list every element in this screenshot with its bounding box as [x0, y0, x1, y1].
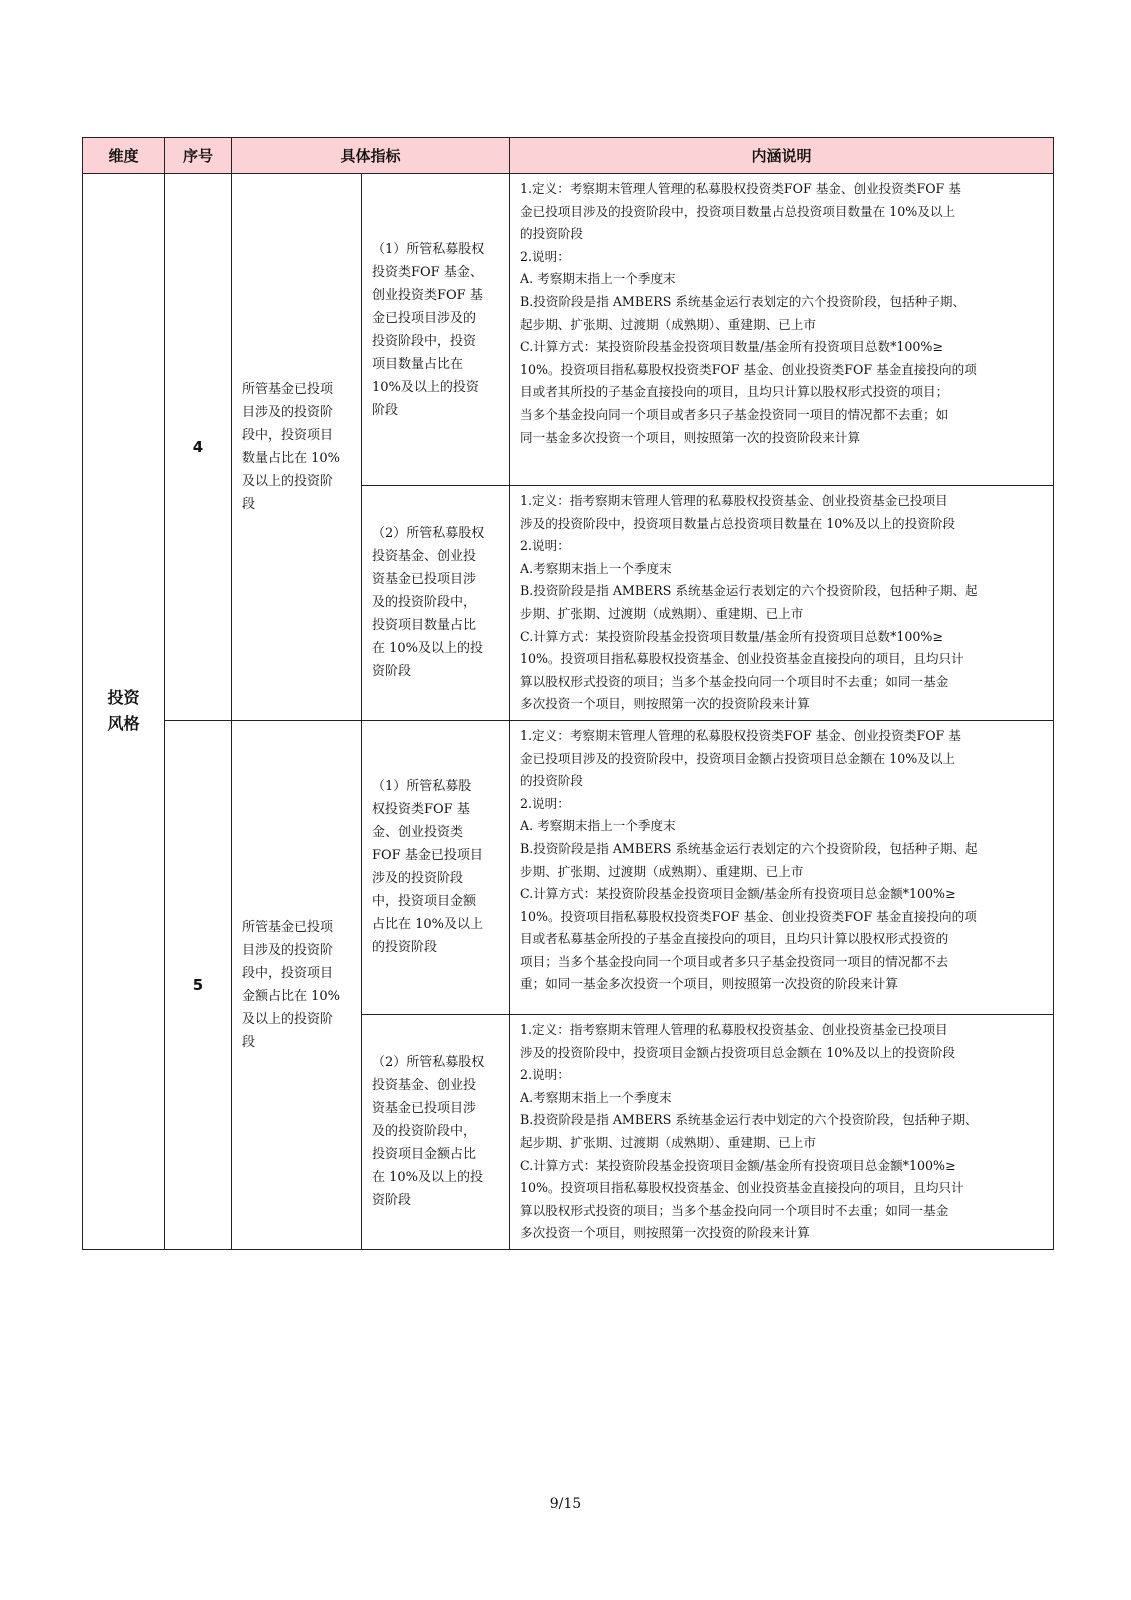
text-line: 投资基金、创业投: [372, 549, 477, 565]
text-line: 金已投项目涉及的: [372, 310, 477, 326]
text-line: 金已投项目涉及的投资阶段中，投资项目金额占投资项目总金额在 10%及以上: [520, 750, 956, 766]
table-header-row: [83, 138, 1054, 174]
text-line: FOF 基金已投项目: [372, 848, 483, 864]
text-line: A. 考察期末指上一个季度末: [520, 271, 676, 287]
header-indicator: 具体指标: [232, 138, 510, 174]
text-line: 10%。投资项目指私募股权投资基金、创业投资基金直接投向的项目，且均只计: [520, 651, 964, 667]
text-line: 投资基金、创业投: [372, 1078, 477, 1094]
header-seq: 序号: [165, 138, 232, 174]
header-dimension: 维度: [83, 138, 165, 174]
sub-indicator-cell: [362, 174, 510, 486]
text-line: 目或者私募基金所投的子基金直接投向的项目，且均只计算以股权形式投资的: [520, 931, 949, 947]
text-line: 10%。投资项目指私募股权投资类FOF 基金、创业投资类FOF 基金直接投向的项: [520, 908, 977, 924]
sub-indicator-cell: [362, 720, 510, 1014]
text-line: C.计算方式：某投资阶段基金投资项目数量/基金所有投资项目总数*100%≥: [520, 339, 943, 355]
indicator-cell: [232, 720, 362, 1249]
header-description: 内涵说明: [510, 138, 1054, 174]
text-line: 步期、扩张期、过渡期（成熟期）、重建期、已上市: [520, 863, 804, 879]
seq-cell: 4: [165, 174, 232, 721]
text-line: 涉及的投资阶段中，投资项目金额占投资项目总金额在 10%及以上的投资阶段: [520, 1044, 956, 1060]
text-line: 创业投资类FOF 基: [372, 287, 483, 303]
text-line: A.考察期末指上一个季度末: [520, 1089, 672, 1105]
text-line: 多次投资一个项目，则按照第一次的投资阶段来计算: [520, 696, 810, 712]
text-line: 10%。投资项目指私募股权投资类FOF 基金、创业投资类FOF 基金直接投向的项: [520, 361, 977, 377]
text-line: 资基金已投项目涉: [372, 1101, 477, 1117]
text-line: B.投资阶段是指 AMBERS 系统基金运行表划定的六个投资阶段，包括种子期、起: [520, 840, 978, 856]
seq-cell: 5: [165, 720, 232, 1249]
text-line: 起步期、扩张期、过渡期（成熟期）、重建期、已上市: [520, 1134, 816, 1150]
text-line: 及以上的投资阶: [242, 473, 334, 489]
text-line: 风格: [107, 714, 140, 734]
text-line: （1）所管私募股权: [372, 241, 485, 257]
text-line: 项目；当多个基金投向同一个项目或者多只子基金投资同一项目的情况都不去: [520, 953, 949, 969]
text-line: 金、创业投资类: [372, 825, 464, 841]
indicator-table: [82, 137, 1054, 1250]
text-line: 权投资类FOF 基: [372, 802, 470, 818]
text-line: 所管基金已投项: [242, 919, 334, 935]
text-line: 金已投项目涉及的投资阶段中，投资项目数量占总投资项目数量在 10%及以上: [520, 203, 956, 219]
text-line: 1.定义：指考察期末管理人管理的私募股权投资基金、创业投资基金已投项目: [520, 1021, 948, 1037]
text-line: 算以股权形式投资的项目；当多个基金投向同一个项目时不去重；如同一基金: [520, 1202, 949, 1218]
text-line: A. 考察期末指上一个季度末: [520, 818, 676, 834]
page-number: 9/15: [549, 1496, 582, 1512]
text-line: 投资项目数量占比: [372, 618, 477, 634]
text-line: B.投资阶段是指 AMBERS 系统基金运行表中划定的六个投资阶段，包括种子期、: [520, 1112, 978, 1128]
text-line: 同一基金多次投资一个项目，则按照第一次的投资阶段来计算: [520, 429, 861, 445]
text-line: 的投资阶段: [520, 226, 583, 242]
text-line: 资阶段: [372, 1193, 412, 1209]
text-line: 步期、扩张期、过渡期（成熟期）、重建期、已上市: [520, 605, 804, 621]
text-line: 目涉及的投资阶: [242, 404, 334, 420]
text-line: 10%及以上的投资: [372, 379, 479, 395]
description-cell: [510, 486, 1054, 721]
text-line: 投资阶段中，投资: [372, 333, 477, 349]
text-line: 在 10%及以上的投: [372, 641, 484, 657]
dimension-cell: [83, 174, 165, 1250]
table-row: [83, 720, 1054, 1014]
text-line: 当多个基金投向同一个项目或者多只子基金投资同一项目的情况都不去重；如: [520, 406, 949, 422]
text-line: 段: [242, 496, 256, 512]
text-line: 数量占比在 10%: [242, 450, 341, 466]
description-cell: [510, 720, 1054, 1014]
text-line: （2）所管私募股权: [372, 526, 485, 542]
text-line: 段中，投资项目: [242, 427, 334, 443]
text-line: C.计算方式：某投资阶段基金投资项目数量/基金所有投资项目总数*100%≥: [520, 628, 943, 644]
text-line: 中，投资项目金额: [372, 894, 477, 910]
text-line: 1.定义：考察期末管理人管理的私募股权投资类FOF 基金、创业投资类FOF 基: [520, 181, 961, 196]
text-line: 项目数量占比在: [372, 356, 464, 372]
text-line: 及以上的投资阶: [242, 1011, 334, 1027]
text-line: 资阶段: [372, 664, 412, 680]
text-line: 占比在 10%及以上: [372, 917, 484, 933]
text-line: 1.定义：指考察期末管理人管理的私募股权投资基金、创业投资基金已投项目: [520, 493, 948, 508]
text-line: 2.说明：: [520, 795, 570, 811]
sub-indicator-cell: [362, 486, 510, 721]
text-line: B.投资阶段是指 AMBERS 系统基金运行表划定的六个投资阶段，包括种子期、: [520, 293, 966, 309]
text-line: 投资项目金额占比: [372, 1147, 477, 1163]
text-line: B.投资阶段是指 AMBERS 系统基金运行表划定的六个投资阶段，包括种子期、起: [520, 583, 978, 599]
text-line: 10%。投资项目指私募股权投资基金、创业投资基金直接投向的项目，且均只计: [520, 1180, 964, 1196]
text-line: C.计算方式：某投资阶段基金投资项目金额/基金所有投资项目总金额*100%≥: [520, 1157, 956, 1173]
text-line: 投资类FOF 基金、: [372, 264, 483, 280]
text-line: 2.说明：: [520, 538, 570, 554]
text-line: 多次投资一个项目，则按照第一次投资的阶段来计算: [520, 1225, 810, 1241]
text-line: A.考察期末指上一个季度末: [520, 560, 672, 576]
indicator-cell: [232, 174, 362, 721]
text-line: （1）所管私募股: [372, 779, 472, 795]
text-line: 1.定义：考察期末管理人管理的私募股权投资类FOF 基金、创业投资类FOF 基: [520, 727, 961, 743]
text-line: 资基金已投项目涉: [372, 572, 477, 588]
text-line: 的投资阶段: [520, 773, 583, 789]
text-line: 起步期、扩张期、过渡期（成熟期）、重建期、已上市: [520, 316, 816, 332]
text-line: 段: [242, 1034, 256, 1050]
sub-indicator-cell: [362, 1014, 510, 1249]
text-line: 2.说明：: [520, 248, 570, 264]
text-line: 所管基金已投项: [242, 381, 334, 397]
text-line: 目或者其所投的子基金直接投向的项目，且均只计算以股权形式投资的项目；: [520, 384, 949, 400]
table-row: [83, 174, 1054, 486]
text-line: 金额占比在 10%: [242, 988, 341, 1004]
text-line: 及的投资阶段中，: [372, 595, 477, 611]
text-line: 涉及的投资阶段: [372, 871, 464, 887]
description-cell: [510, 1014, 1054, 1249]
text-line: 的投资阶段: [372, 940, 438, 956]
text-line: 目涉及的投资阶: [242, 942, 334, 958]
text-line: 算以股权形式投资的项目；当多个基金投向同一个项目时不去重；如同一基金: [520, 673, 949, 689]
text-line: 涉及的投资阶段中，投资项目数量占总投资项目数量在 10%及以上的投资阶段: [520, 515, 956, 531]
text-line: 及的投资阶段中，: [372, 1124, 477, 1140]
text-line: C.计算方式：某投资阶段基金投资项目金额/基金所有投资项目总金额*100%≥: [520, 886, 956, 902]
text-line: 在 10%及以上的投: [372, 1170, 484, 1186]
text-line: （2）所管私募股权: [372, 1055, 485, 1071]
text-line: 阶段: [372, 402, 399, 418]
text-line: 重；如同一基金多次投资一个项目，则按照第一次投资的阶段来计算: [520, 976, 898, 992]
text-line: 段中，投资项目: [242, 965, 334, 981]
text-line: 投资: [107, 688, 140, 708]
description-cell: [510, 174, 1054, 486]
text-line: 2.说明：: [520, 1067, 570, 1083]
